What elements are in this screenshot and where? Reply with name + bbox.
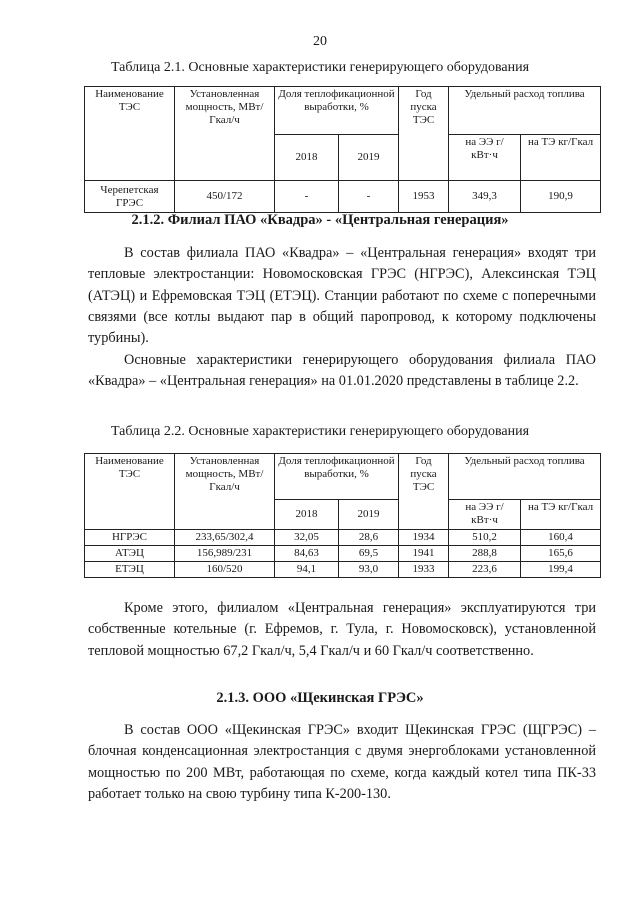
cell-year: 1933: [399, 562, 449, 578]
col-header-ee: на ЭЭ г/кВт·ч: [449, 500, 521, 530]
cell-te: 165,6: [521, 546, 601, 562]
table-row: [85, 562, 601, 578]
col-header-share: Доля теплофикационной выработки, %: [275, 87, 399, 135]
table-row: [85, 546, 601, 562]
cell-name: Черепетская ГРЭС: [85, 181, 175, 213]
cell-year: 1953: [399, 181, 449, 213]
cell-2018: 32,05: [275, 530, 339, 546]
cell-2018: 94,1: [275, 562, 339, 578]
paragraph: Основные характеристики генерирующего оборудования филиала ПАО «Квадра» – «Центральная генерация» на 01.01.2020 представлены в таблице 2.2.: [88, 352, 596, 390]
cell-year: 1934: [399, 530, 449, 546]
cell-capacity: 160/520: [175, 562, 275, 578]
cell-te: 160,4: [521, 530, 601, 546]
cell-year: 1941: [399, 546, 449, 562]
paragraph: В состав ООО «Щекинская ГРЭС» входит Щекинская ГРЭС (ЩГРЭС) – блочная конденсационная электростанция с двумя энергоблоками установленной мощностью по 200 МВт, работающая по схеме, когда каждый котел типа ПК-33 работает только на свою турбину типа К-200-130.: [88, 722, 596, 802]
data-table: [84, 86, 601, 213]
cell-2019: 93,0: [339, 562, 399, 578]
cell-te: 190,9: [521, 181, 601, 213]
cell-2019: -: [339, 181, 399, 213]
col-header-fuel: Удельный расход топлива: [449, 454, 601, 500]
data-table: [84, 453, 601, 578]
table-row: [85, 181, 601, 213]
cell-ee: 510,2: [449, 530, 521, 546]
table-caption: Таблица 2.2. Основные характеристики генерирующего оборудования: [110, 424, 530, 439]
page-number: 20: [313, 34, 327, 49]
table-row: [85, 530, 601, 546]
col-header-name: Наименование ТЭС: [85, 87, 175, 181]
col-header-2019: 2019: [339, 135, 399, 181]
cell-ee: 288,8: [449, 546, 521, 562]
cell-2018: 84,63: [275, 546, 339, 562]
col-header-share: Доля теплофикационной выработки, %: [275, 454, 399, 500]
col-header-year: Год пуска ТЭС: [399, 454, 449, 530]
cell-2019: 69,5: [339, 546, 399, 562]
cell-name: ЕТЭЦ: [85, 562, 175, 578]
cell-capacity: 450/172: [175, 181, 275, 213]
cell-name: АТЭЦ: [85, 546, 175, 562]
cell-name: НГРЭС: [85, 530, 175, 546]
cell-ee: 223,6: [449, 562, 521, 578]
col-header-2018: 2018: [275, 135, 339, 181]
col-header-name: Наименование ТЭС: [85, 454, 175, 530]
cell-capacity: 156,989/231: [175, 546, 275, 562]
table-caption: Таблица 2.1. Основные характеристики генерирующего оборудования: [110, 60, 530, 75]
col-header-te: на ТЭ кг/Гкал: [521, 500, 601, 530]
col-header-year: Год пуска ТЭС: [399, 87, 449, 181]
cell-2018: -: [275, 181, 339, 213]
col-header-ee: на ЭЭ г/кВт·ч: [449, 135, 521, 181]
cell-te: 199,4: [521, 562, 601, 578]
section-heading: 2.1.3. ООО «Щекинская ГРЭС»: [216, 690, 424, 706]
col-header-capacity: Установленная мощность, МВт/ Гкал/ч: [175, 454, 275, 530]
col-header-fuel: Удельный расход топлива: [449, 87, 601, 135]
paragraph: Кроме этого, филиалом «Центральная генерация» эксплуатируются три собственные котельные (г. Ефремов, г. Тула, г. Новомосковск), установленной тепловой мощностью 67,2 Гкал/ч, 5,4 Гкал/ч и 60 Гкал/ч соответственно.: [88, 600, 596, 659]
paragraph: В состав филиала ПАО «Квадра» – «Центральная генерация» входят три тепловые электростанции: Новомосковская ГРЭС (НГРЭС), Алексинская ТЭЦ (АТЭЦ) и Ефремовская ТЭЦ (ЕТЭЦ). Станции работают по схеме с поперечными связями (все котлы выдают пар в общий паропровод, к которому подключены турбины).: [88, 245, 596, 347]
cell-2019: 28,6: [339, 530, 399, 546]
col-header-capacity: Установленная мощность, МВт/ Гкал/ч: [175, 87, 275, 181]
cell-ee: 349,3: [449, 181, 521, 213]
cell-capacity: 233,65/302,4: [175, 530, 275, 546]
col-header-2018: 2018: [275, 500, 339, 530]
section-heading: 2.1.2. Филиал ПАО «Квадра» - «Центральная генерация»: [131, 212, 509, 228]
col-header-te: на ТЭ кг/Гкал: [521, 135, 601, 181]
col-header-2019: 2019: [339, 500, 399, 530]
